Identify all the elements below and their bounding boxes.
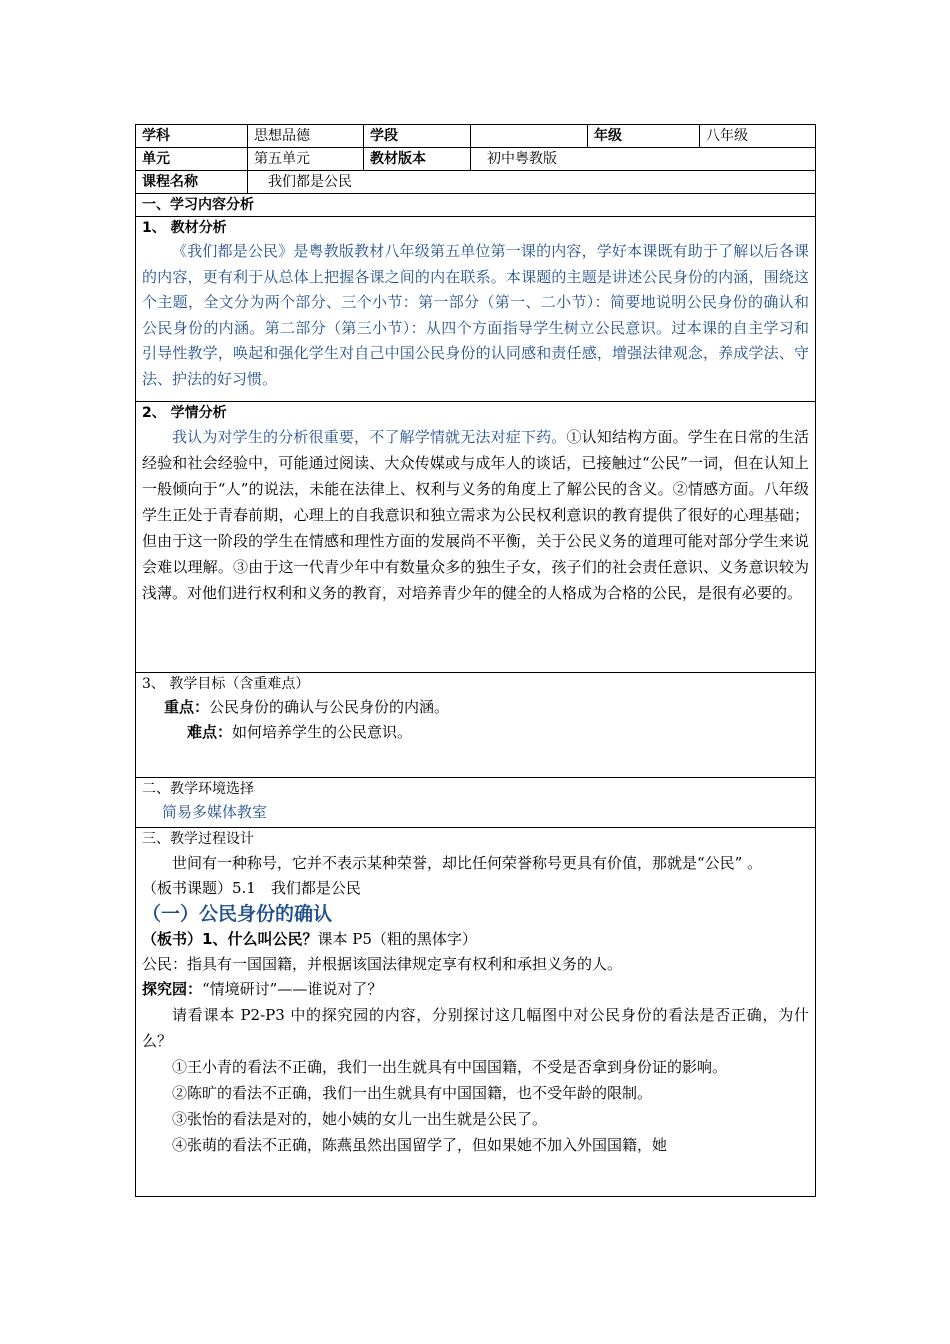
header-row-1 — [136, 125, 816, 148]
difficult-point-label: 难点： — [187, 723, 233, 741]
explore-bold: 探究园： — [142, 980, 203, 998]
student-analysis-row — [136, 402, 816, 673]
answer-1: ①王小青的看法不正确，我们一出生就具有中国国籍，不受是否拿到身份证的影响。 — [172, 1058, 728, 1076]
student-analysis-lead: 我认为对学生的分析很重要，不了解学情就无法对症下药。 — [172, 428, 567, 446]
student-analysis-title: 2、 学情分析 — [142, 405, 227, 421]
textbook-analysis-title: 1、 教材分析 — [142, 220, 227, 236]
subject-label: 学科 — [136, 125, 248, 148]
explore — [142, 977, 809, 1002]
environment-text: 简易多媒体教室 — [162, 803, 268, 821]
part1-heading: （一）公民身份的确认 — [142, 903, 333, 925]
key-point-label: 重点： — [164, 698, 210, 716]
textbook-analysis-text: 《我们都是公民》是粤教版教材八年级第五单位第一课的内容，学好本课既有助于了解以后各课的内容，更有利于从总体上把握各课之间的内在联系。本课题的主题是讲述公民身份的内涵，围绕这个主题，全文分为两个部分、三个小节：第一部分（第一、二小节）：简要地说明公民身份的确认和公民身份的内涵。第二部分（第三小节）：从四个方面指导学生树立公民意识。过本课的自主学习和引导性教学，唤起和强化学生对自己中国公民身份的认同感和责任感，增强法律观念，养成学法、守法、护法的好习惯。 — [142, 242, 809, 388]
environment-title: 二、教学环境选择 — [142, 781, 254, 797]
key-point-text: 公民身份的确认与公民身份的内涵。 — [209, 698, 450, 716]
course-value: 我们都是公民 — [248, 171, 816, 194]
edition-value: 初中粤教版 — [471, 148, 816, 171]
unit-value: 第五单元 — [248, 148, 364, 171]
textbook-analysis-row — [136, 217, 816, 402]
process-intro: 世间有一种称号，它并不表示某种荣誉，却比任何荣誉称号更具有价值，那就是“公民” 。 — [172, 854, 763, 872]
teaching-goals-title: 3、 教学目标（含重难点） — [142, 676, 310, 692]
student-analysis-text — [142, 424, 809, 606]
difficult-point — [142, 720, 809, 745]
course-label: 课程名称 — [136, 171, 248, 194]
process-title: 三、教学过程设计 — [142, 831, 254, 847]
teaching-goals-row — [136, 673, 816, 778]
answer-3: ③张怡的看法是对的，她小姨的女儿一出生就是公民了。 — [172, 1110, 548, 1128]
board1 — [142, 927, 809, 952]
grade-value: 八年级 — [700, 125, 816, 148]
section1-title-row — [136, 194, 816, 217]
environment-row — [136, 778, 816, 828]
header-row-2 — [136, 148, 816, 171]
board1-rest: 课本 P5（粗的黑体字） — [317, 930, 477, 948]
citizen-definition: 公民：指具有一国国籍，并根据该国法律规定享有权利和承担义务的人。 — [142, 955, 623, 973]
stage-value — [471, 125, 588, 148]
answer-2: ②陈旷的看法不正确，我们一出生就具有中国国籍，也不受年龄的限制。 — [172, 1084, 653, 1102]
header-row-3 — [136, 171, 816, 194]
explore-rest: “情境研讨”——谁说对了？ — [202, 980, 383, 998]
lesson-plan-table — [135, 124, 816, 1197]
student-analysis-rest: ①认知结构方面。学生在日常的生活经验和社会经验中，可能通过阅读、大众传媒或与成年人的谈话，已接触过“公民”一词，但在认知上一般倾向于“人”的说法，未能在法律上、权利与义务的角度上了解公民的含义。②情感方面。八年级学生正处于青春前期，心理上的自我意识和独立需求为公民权利意识的教育提供了很好的心理基础；但由于这一阶段的学生在情感和理性方面的发展尚不平衡，关于公民义务的道理可能对部分学生来说会难以理解。③由于这一代青少年中有数量众多的独生子女，孩子们的社会责任意识、义务意识较为浅薄。对他们进行权利和义务的教育，对培养青少年的健全的人格成为合格的公民，是很有必要的。 — [142, 428, 809, 602]
unit-label: 单元 — [136, 148, 248, 171]
process-row — [136, 828, 816, 1197]
stage-label: 学段 — [364, 125, 471, 148]
edition-label: 教材版本 — [364, 148, 471, 171]
board-title: （板书课题）5.1 我们都是公民 — [142, 879, 361, 897]
board1-bold: （板书）1、什么叫公民？ — [142, 930, 318, 948]
grade-label: 年级 — [588, 125, 700, 148]
section1-title: 一、学习内容分析 — [136, 194, 816, 217]
answer-4: ④张萌的看法不正确，陈燕虽然出国留学了，但如果她不加入外国国籍，她 — [172, 1136, 668, 1154]
explore-prompt: 请看课本 P2-P3 中的探究园的内容，分别探讨这几幅图中对公民身份的看法是否正确，为什么？ — [142, 1006, 809, 1050]
key-point — [142, 695, 809, 720]
subject-value: 思想品德 — [248, 125, 364, 148]
difficult-point-text: 如何培养学生的公民意识。 — [232, 723, 413, 741]
